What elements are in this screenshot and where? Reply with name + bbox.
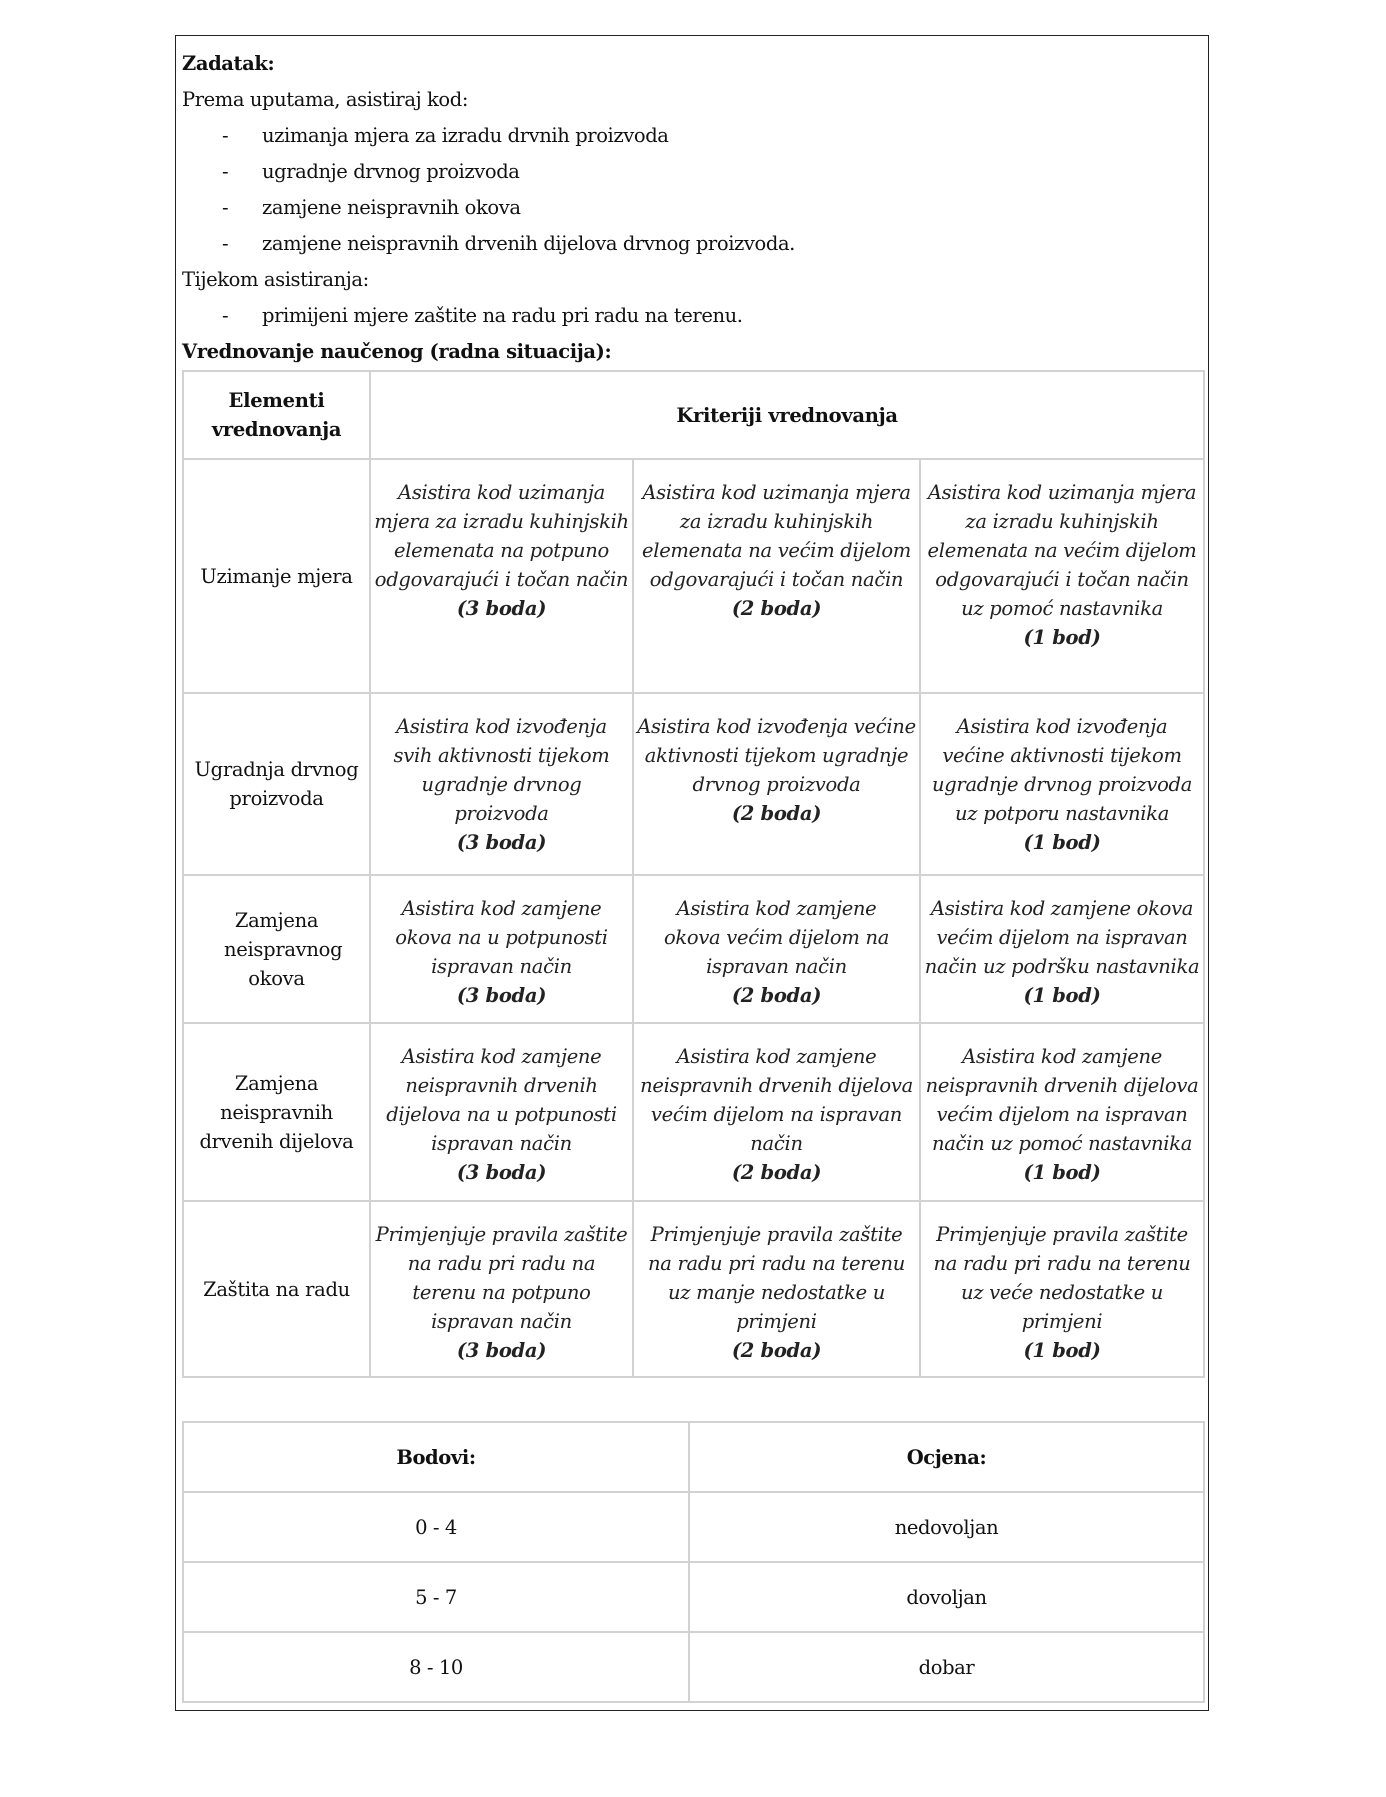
bullet-marker: - bbox=[222, 196, 229, 219]
criterion-text: Asistira kod zamjene okova na u potpunosti ispravan način bbox=[395, 897, 608, 978]
element-label: Ugradnja drvnog proizvoda bbox=[183, 693, 370, 875]
points-range: 5 - 7 bbox=[183, 1562, 689, 1632]
criterion-points: (1 bod) bbox=[1023, 1161, 1101, 1184]
header-elements: Elementi vrednovanja bbox=[183, 371, 370, 459]
during-bullet-text: primijeni mjere zaštite na radu pri radu na terenu. bbox=[262, 304, 743, 327]
criterion-text: Primjenjuje pravila zaštite na radu pri radu na terenu uz veće nedostatke u primjeni bbox=[933, 1223, 1191, 1333]
rubric-row bbox=[183, 459, 1204, 693]
criterion-cell bbox=[370, 693, 633, 875]
during-bullet bbox=[182, 298, 1202, 334]
rubric-row bbox=[183, 1023, 1204, 1201]
task-section bbox=[182, 46, 1202, 370]
points-range: 0 - 4 bbox=[183, 1492, 689, 1562]
criterion-cell bbox=[633, 693, 920, 875]
task-bullet bbox=[182, 190, 1202, 226]
grade-row bbox=[183, 1492, 1204, 1562]
criterion-cell bbox=[920, 1201, 1204, 1377]
during-line: Tijekom asistiranja: bbox=[182, 268, 369, 291]
task-bullet-text: zamjene neispravnih drvenih dijelova drvnog proizvoda. bbox=[262, 232, 795, 255]
grade-header-row bbox=[183, 1422, 1204, 1492]
rubric-row bbox=[183, 875, 1204, 1023]
criterion-text: Asistira kod uzimanja mjera za izradu kuhinjskih elemenata na potpuno odgovarajući i točan način bbox=[374, 481, 629, 591]
criterion-text: Primjenjuje pravila zaštite na radu pri radu na terenu uz manje nedostatke u primjeni bbox=[648, 1223, 905, 1333]
task-bullet-text: uzimanja mjera za izradu drvnih proizvoda bbox=[262, 124, 669, 147]
header-criteria: Kriteriji vrednovanja bbox=[370, 371, 1204, 459]
bullet-marker: - bbox=[222, 232, 229, 255]
criterion-cell bbox=[920, 1023, 1204, 1201]
rubric-header-row bbox=[183, 371, 1204, 459]
criterion-points: (3 boda) bbox=[456, 984, 547, 1007]
header-grade: Ocjena: bbox=[689, 1422, 1204, 1492]
criterion-cell bbox=[633, 1201, 920, 1377]
criterion-cell bbox=[920, 459, 1204, 693]
criterion-cell bbox=[633, 875, 920, 1023]
criterion-text: Asistira kod izvođenja većine aktivnosti tijekom ugradnje drvnog proizvoda bbox=[637, 715, 916, 796]
task-heading: Zadatak: bbox=[182, 52, 275, 75]
criterion-text: Asistira kod izvođenja većine aktivnosti tijekom ugradnje drvnog proizvoda uz potporu nastavnika bbox=[931, 715, 1193, 825]
criterion-cell bbox=[370, 875, 633, 1023]
points-range: 8 - 10 bbox=[183, 1632, 689, 1702]
criterion-points: (3 boda) bbox=[456, 597, 547, 620]
element-label: Zamjena neispravnih drvenih dijelova bbox=[183, 1023, 370, 1201]
criterion-points: (2 boda) bbox=[731, 802, 822, 825]
criterion-points: (2 boda) bbox=[731, 984, 822, 1007]
element-label: Uzimanje mjera bbox=[183, 459, 370, 693]
grade-value: dobar bbox=[689, 1632, 1204, 1702]
header-points: Bodovi: bbox=[183, 1422, 689, 1492]
criterion-points: (3 boda) bbox=[456, 1339, 547, 1362]
bullet-marker: - bbox=[222, 124, 229, 147]
grade-value: nedovoljan bbox=[689, 1492, 1204, 1562]
criterion-points: (2 boda) bbox=[731, 1339, 822, 1362]
criterion-text: Asistira kod uzimanja mjera za izradu kuhinjskih elemenata na većim dijelom odgovarajući i točan način uz pomoć nastavnika bbox=[927, 481, 1197, 620]
criterion-points: (3 boda) bbox=[456, 831, 547, 854]
task-bullet bbox=[182, 118, 1202, 154]
element-label: Zamjena neispravnog okova bbox=[183, 875, 370, 1023]
evaluation-heading: Vrednovanje naučenog (radna situacija): bbox=[182, 340, 612, 363]
bullet-marker: - bbox=[222, 304, 229, 327]
rubric-table bbox=[182, 370, 1205, 1378]
criterion-cell bbox=[633, 459, 920, 693]
criterion-cell bbox=[920, 875, 1204, 1023]
grade-row bbox=[183, 1632, 1204, 1702]
criterion-cell bbox=[633, 1023, 920, 1201]
criterion-text: Asistira kod zamjene okova većim dijelom na ispravan način uz podršku nastavnika bbox=[924, 897, 1200, 978]
task-bullet bbox=[182, 226, 1202, 262]
criterion-points: (1 bod) bbox=[1023, 626, 1101, 649]
task-bullet bbox=[182, 154, 1202, 190]
bullet-marker: - bbox=[222, 160, 229, 183]
criterion-text: Asistira kod zamjene neispravnih drvenih dijelova većim dijelom na ispravan način bbox=[640, 1045, 913, 1155]
task-bullet-text: zamjene neispravnih okova bbox=[262, 196, 521, 219]
criterion-text: Asistira kod zamjene neispravnih drvenih dijelova većim dijelom na ispravan način uz pomoć nastavnika bbox=[925, 1045, 1199, 1155]
criterion-points: (3 boda) bbox=[456, 1161, 547, 1184]
criterion-text: Primjenjuje pravila zaštite na radu pri radu na terenu na potpuno ispravan način bbox=[375, 1223, 628, 1333]
criterion-cell bbox=[370, 459, 633, 693]
element-label: Zaštita na radu bbox=[183, 1201, 370, 1377]
criterion-text: Asistira kod zamjene okova većim dijelom na ispravan način bbox=[663, 897, 890, 978]
grade-value: dovoljan bbox=[689, 1562, 1204, 1632]
rubric-row bbox=[183, 693, 1204, 875]
grade-table bbox=[182, 1421, 1205, 1703]
task-bullet-text: ugradnje drvnog proizvoda bbox=[262, 160, 520, 183]
criterion-text: Asistira kod izvođenja svih aktivnosti tijekom ugradnje drvnog proizvoda bbox=[393, 715, 610, 825]
rubric-row bbox=[183, 1201, 1204, 1377]
criterion-points: (2 boda) bbox=[731, 597, 822, 620]
criterion-points: (1 bod) bbox=[1023, 831, 1101, 854]
criterion-text: Asistira kod uzimanja mjera za izradu kuhinjskih elemenata na većim dijelom odgovarajući i točan način bbox=[642, 481, 911, 591]
criterion-text: Asistira kod zamjene neispravnih drvenih dijelova na u potpunosti ispravan način bbox=[386, 1045, 617, 1155]
grade-row bbox=[183, 1562, 1204, 1632]
criterion-cell bbox=[370, 1201, 633, 1377]
criterion-points: (1 bod) bbox=[1023, 1339, 1101, 1362]
criterion-cell bbox=[920, 693, 1204, 875]
criterion-points: (2 boda) bbox=[731, 1161, 822, 1184]
task-intro-line: Prema uputama, asistiraj kod: bbox=[182, 88, 469, 111]
criterion-points: (1 bod) bbox=[1023, 984, 1101, 1007]
criterion-cell bbox=[370, 1023, 633, 1201]
